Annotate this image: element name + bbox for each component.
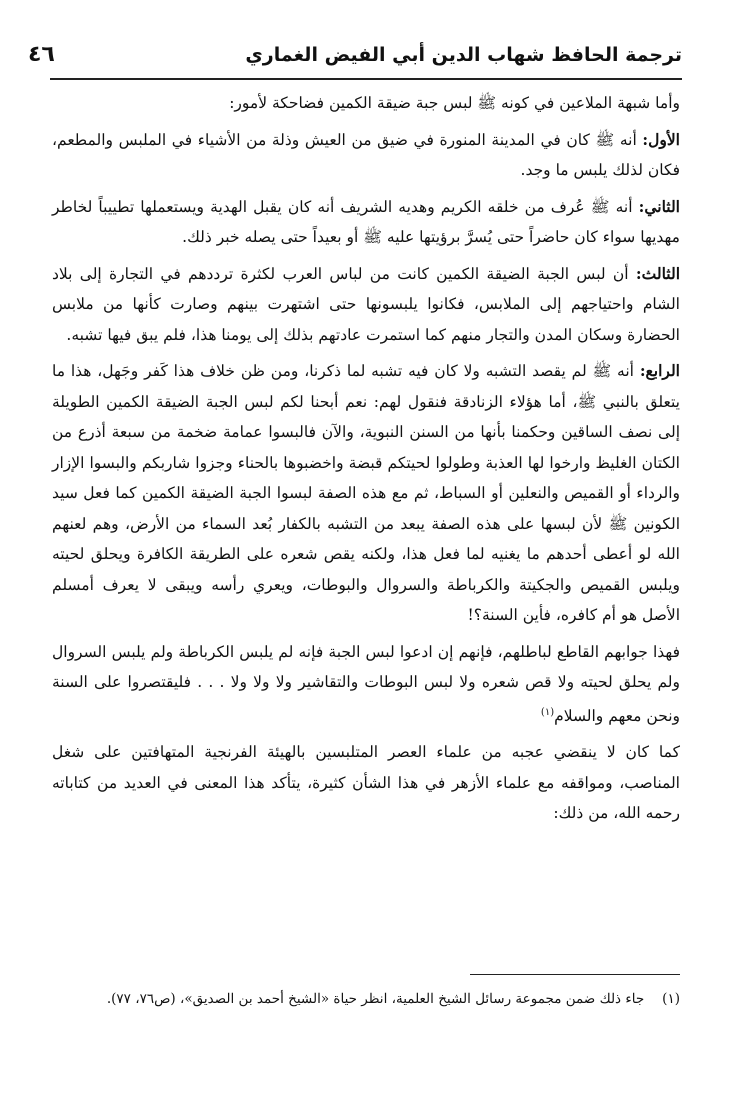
- paragraph-text: أنه ﷺ كان في المدينة المنورة في ضيق من العيش وذلة من الأشياء في الملبس والمطعم، فكان لذلك يلبس ما وجد.: [52, 130, 680, 179]
- paragraph-intro: [52, 88, 680, 119]
- paragraph-text: أنه ﷺ عُرف من خلقه الكريم وهديه الشريف أنه كان يقبل الهدية ويستعملها تطييباً لخاطر مهديها سواء كان حاضراً حتى يُسرَّ برؤيتها عليه ﷺ أو بعيداً حتى يصله خبر ذلك.: [52, 197, 680, 246]
- paragraph-second: [52, 192, 680, 253]
- footnote-text: جاء ذلك ضمن مجموعة رسائل الشيخ العلمية، انظر حياة «الشيخ أحمد بن الصديق»، (ص٧٦، ٧٧).: [106, 991, 645, 1007]
- header-rule: [50, 78, 682, 80]
- paragraph-text: أن لبس الجبة الضيقة الكمين كانت من لباس العرب لكثرة ترددهم في التجارة إلى بلاد الشام واحتياجهم إلى الملابس، فكانوا يلبسونها حتى اشتهرت بينهم وصارت كأنها من ملابس الحضارة وسكان المدن والتجار منهم كما استمرت عادتهم بذلك إلى يومنا هذا، فلم يبق فيها تشبه.: [52, 264, 680, 344]
- paragraph-closing: [52, 737, 680, 829]
- paragraph-text: وأما شبهة الملاعين في كونه ﷺ لبس جبة ضيقة الكمين فضاحكة لأمور:: [229, 94, 680, 112]
- footnote-reference[interactable]: (١): [540, 706, 555, 718]
- main-text: [52, 88, 680, 835]
- page-number: ٤٦: [28, 42, 55, 67]
- paragraph-text: كما كان لا ينقضي عجبه من علماء العصر المتلبسين بالهيئة الفرنجية المتهافتين على شغل المناصب، ومواقفه مع علماء الأزهر في هذا الشأن كثيرة، يتأكد هذا المعنى في العديد من كتاباته رحمه الله، من ذلك:: [52, 743, 680, 823]
- paragraph-text: أنه ﷺ لم يقصد التشبه ولا كان فيه تشبه لما ذكرنا، ومن ظن خلاف هذا كَفر وجَهل، هذا ما يتعلق بالنبي ﷺ، أما هؤلاء الزنادقة فنقول لهم: نعم أبحنا لكم لبس الجبة الضيقة الكمين الطويلة إلى نصف الساقين وحكمنا بأنها من السنن النبوية، والآن فالبسوا عمامة ضخمة من سبعة أذرع من الكتان الغليظ وارخوا لها العذبة وطولوا لحيتكم قبضة واخضبوها بالحناء وجزوا شاربكم والبسوا الإزار والرداء أو القميص والنعلين أو السباط، ثم مع هذه الصفة لبسوا الجبة الضيقة الكمين كما فعل سيد الكونين ﷺ لأن لبسها على هذه الصفة يبعد من التشبه بالكفار بُعد السماء من الأرض، وهم لعنهم الله لو أعطى أحدهم ما يغنيه لما فعل هذا، ولكنه يقص شعره على الطريقة الكافرة ويحلق لحيته ويلبس القميص والجكيتة والكرباطة والسروال والبوطات، ويعري رأسه ويبقى لا يعرف أمسلم الأصل هو أم كافره، فأين السنة؟!: [52, 362, 680, 624]
- footnote-separator: [470, 974, 680, 975]
- paragraph-third: [52, 259, 680, 351]
- paragraph-text: فهذا جوابهم القاطع لباطلهم، فإنهم إن ادعوا لبس الجبة فإنه لم يلبس الكرباطة ولم يلبس السروال ولم يحلق لحيته ولا قص شعره ولا لبس البوطات والتقاشير ولا ولا ولا . . . فليقتصروا على السنة ونحن معهم والسلام: [52, 642, 680, 725]
- paragraph-fourth: [52, 356, 680, 631]
- paragraph-lead: الثالث:: [635, 263, 680, 283]
- paragraph-answer: [52, 637, 680, 732]
- running-header: [28, 42, 682, 76]
- footnote-number: (١): [662, 991, 680, 1007]
- paragraph-lead: الرابع:: [639, 361, 680, 380]
- paragraph-lead: الثاني:: [638, 196, 680, 216]
- paragraph-lead: الأول:: [642, 129, 680, 149]
- paragraph-first: [52, 125, 680, 186]
- footnotes: [52, 986, 680, 1012]
- footnote-item: [52, 986, 680, 1012]
- running-header-title: ترجمة الحافظ شهاب الدين أبي الفيض الغماري: [245, 44, 682, 66]
